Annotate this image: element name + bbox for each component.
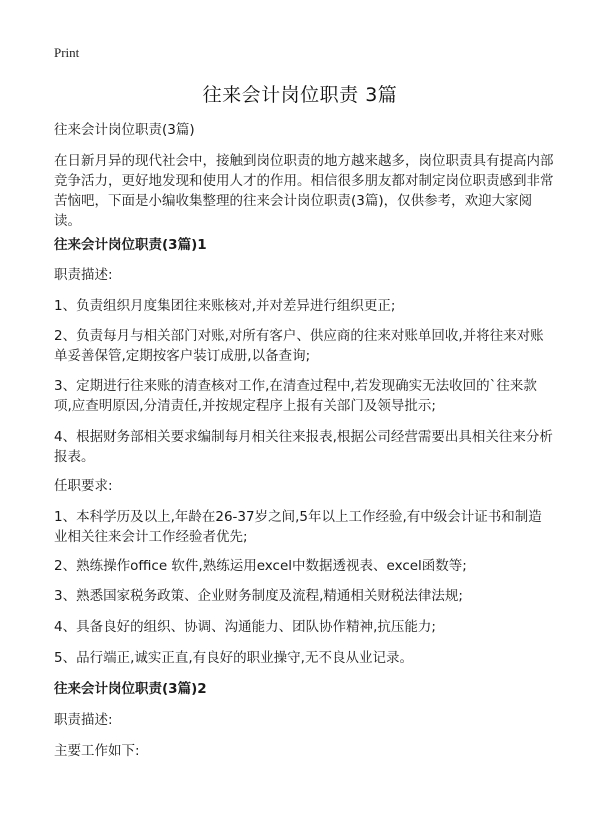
intro-subtitle: 往来会计岗位职责(3篇) bbox=[54, 122, 195, 138]
document-title: 往来会计岗位职责 3篇 bbox=[202, 84, 398, 106]
print-label: Print bbox=[54, 45, 80, 60]
section1-duty-2: 2、负责每月与相关部门对账,对所有客户、供应商的往来对账单回收,并将往来对账单妥善保管,定期按客户装订成册,以备查询; bbox=[54, 328, 544, 364]
section1-requirement-3: 3、熟悉国家税务政策、企业财务制度及流程,精通相关财税法律法规; bbox=[54, 588, 463, 604]
section1-duties-label: 职责描述: bbox=[54, 267, 113, 283]
section1-heading: 往来会计岗位职责(3篇)1 bbox=[54, 237, 207, 253]
section2-heading: 往来会计岗位职责(3篇)2 bbox=[54, 681, 207, 697]
section1-duty-4: 4、根据财务部相关要求编制每月相关往来报表,根据公司经营需要出具相关往来分析报表。 bbox=[54, 429, 553, 465]
section1-requirement-4: 4、具备良好的组织、协调、沟通能力、团队协作精神,抗压能力; bbox=[54, 619, 436, 635]
section2-duties-label: 职责描述: bbox=[54, 712, 113, 728]
section1-duty-1: 1、负责组织月度集团往来账核对,并对差异进行组织更正; bbox=[54, 298, 396, 314]
section2-main-work-label: 主要工作如下: bbox=[54, 743, 140, 759]
section1-requirement-5: 5、品行端正,诚实正直,有良好的职业操守,无不良从业记录。 bbox=[54, 650, 413, 666]
section1-requirements-label: 任职要求: bbox=[54, 478, 113, 494]
section1-requirement-2: 2、熟练操作office 软件,熟练运用excel中数据透视表、excel函数等; bbox=[54, 558, 467, 574]
section1-requirement-1: 1、本科学历及以上,年龄在26-37岁之间,5年以上工作经验,有中级会计证书和制造业相关往来会计工作经验者优先; bbox=[54, 509, 542, 545]
intro-paragraph: 在日新月异的现代社会中，接触到岗位职责的地方越来越多，岗位职责具有提高内部竞争活力，更好地发现和使用人才的作用。相信很多朋友都对制定岗位职责感到非常苦恼吧，下面是小编收集整理的往来会计岗位职责(3篇)，仅供参考，欢迎大家阅读。 bbox=[54, 153, 554, 229]
section1-duty-3: 3、定期进行往来账的清查核对工作,在清查过程中,若发现确实无法收回的`往来款项,应查明原因,分清责任,并按规定程序上报有关部门及领导批示; bbox=[54, 378, 537, 414]
